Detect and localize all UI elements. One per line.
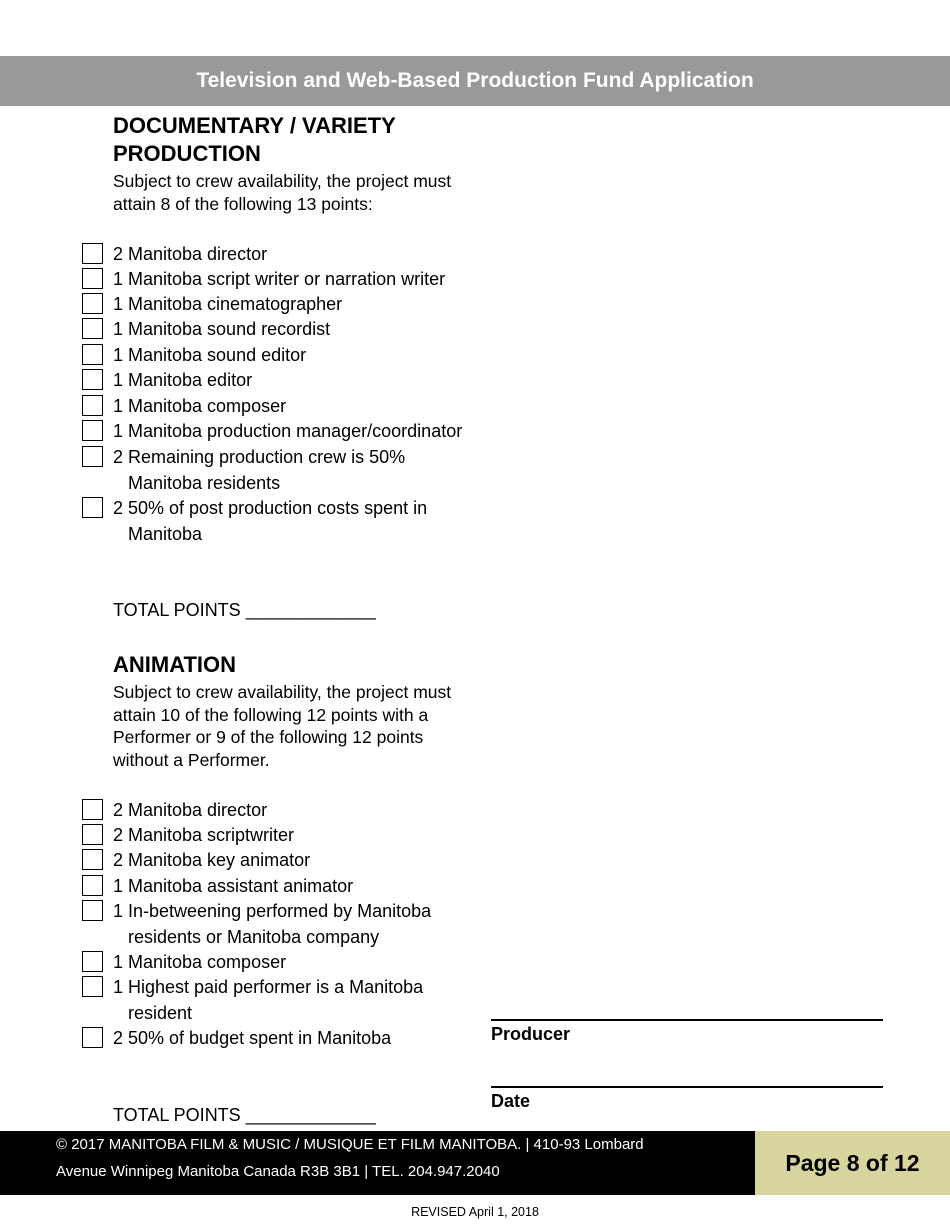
- date-signature-line[interactable]: [491, 1086, 883, 1088]
- checkbox[interactable]: [82, 849, 103, 870]
- checkbox[interactable]: [82, 875, 103, 896]
- animation-intro-line1: Subject to crew availability, the project must: [113, 682, 452, 702]
- checkbox[interactable]: [82, 268, 103, 289]
- item-label: Manitoba key animator: [128, 850, 311, 870]
- item-points: 1: [113, 396, 124, 416]
- documentary-intro-line1: Subject to crew availability, the project must: [113, 171, 452, 191]
- item-points: 1: [113, 269, 124, 289]
- checkbox[interactable]: [82, 395, 103, 416]
- item-label: Manitoba composer: [128, 396, 287, 416]
- checkbox[interactable]: [82, 369, 103, 390]
- page-number-box: [755, 1131, 950, 1195]
- item-label: Manitoba composer: [128, 952, 287, 972]
- item-points: 1: [113, 370, 124, 390]
- footer-bar: [0, 1131, 755, 1195]
- documentary-intro-line2: attain 8 of the following 13 points:: [113, 193, 373, 214]
- item-points: 2: [113, 850, 124, 870]
- checkbox[interactable]: [82, 420, 103, 441]
- item-points: 2: [113, 498, 124, 518]
- item-points: 1: [113, 876, 124, 896]
- item-points: 1: [113, 294, 124, 314]
- item-label: Manitoba director: [128, 244, 268, 264]
- item-label: Manitoba production manager/coordinator: [128, 421, 463, 441]
- item-label: Manitoba editor: [128, 370, 253, 390]
- item-label: 50% of post production costs spent in: [128, 498, 428, 518]
- footer-copyright-line: © 2017 MANITOBA FILM & MUSIC / MUSIQUE ET FILM MANITOBA. | 410-93 Lombard: [56, 1136, 644, 1153]
- checkbox[interactable]: [82, 824, 103, 845]
- item-points: 1: [113, 977, 124, 997]
- animation-section-title: ANIMATION: [113, 652, 237, 677]
- item-points: 2: [113, 800, 124, 820]
- item-label: Manitoba cinematographer: [128, 294, 343, 314]
- checkbox[interactable]: [82, 1027, 103, 1048]
- item-points: 2: [113, 825, 124, 845]
- checkbox[interactable]: [82, 951, 103, 972]
- documentary-title-line2: PRODUCTION: [113, 141, 261, 166]
- checkbox[interactable]: [82, 243, 103, 264]
- item-label-continued: Manitoba residents: [128, 472, 281, 493]
- item-label: 50% of budget spent in Manitoba: [128, 1028, 392, 1048]
- item-label-continued: Manitoba: [128, 523, 203, 544]
- item-points: 1: [113, 319, 124, 339]
- checkbox[interactable]: [82, 497, 103, 518]
- item-label: In-betweening performed by Manitoba: [128, 901, 432, 921]
- animation-intro-line2: attain 10 of the following 12 points with a: [113, 704, 429, 725]
- animation-intro: [113, 681, 476, 771]
- document-title: Television and Web-Based Production Fund Application: [196, 69, 754, 92]
- item-points: 1: [113, 345, 124, 365]
- documentary-section-title: [113, 112, 493, 168]
- checkbox[interactable]: [82, 900, 103, 921]
- documentary-intro: [113, 170, 476, 215]
- animation-intro-line3: Performer or 9 of the following 12 points: [113, 727, 424, 747]
- item-label-continued: resident: [128, 1002, 193, 1023]
- documentary-total-points: TOTAL POINTS _____________: [113, 600, 376, 620]
- item-label: Manitoba script writer or narration writer: [128, 269, 446, 289]
- item-label: Manitoba sound recordist: [128, 319, 331, 339]
- item-label-continued: residents or Manitoba company: [128, 926, 380, 947]
- item-points: 1: [113, 952, 124, 972]
- producer-label: Producer: [491, 1024, 571, 1044]
- item-label: Manitoba director: [128, 800, 268, 820]
- documentary-title-line1: DOCUMENTARY / VARIETY: [113, 113, 396, 138]
- checkbox[interactable]: [82, 293, 103, 314]
- producer-signature-line[interactable]: [491, 1019, 883, 1021]
- item-label: Manitoba sound editor: [128, 345, 307, 365]
- animation-total-points: TOTAL POINTS _____________: [113, 1105, 376, 1125]
- page-number: Page 8 of 12: [785, 1149, 920, 1176]
- footer-address-line: Avenue Winnipeg Manitoba Canada R3B 3B1 | TEL. 204.947.2040: [56, 1163, 500, 1180]
- checkbox[interactable]: [82, 344, 103, 365]
- item-points: 2: [113, 447, 124, 467]
- item-points: 2: [113, 1028, 124, 1048]
- checkbox[interactable]: [82, 446, 103, 467]
- revised-date: REVISED April 1, 2018: [411, 1205, 539, 1219]
- checkbox[interactable]: [82, 976, 103, 997]
- item-label: Highest paid performer is a Manitoba: [128, 977, 424, 997]
- item-points: 1: [113, 901, 124, 921]
- date-label: Date: [491, 1091, 531, 1111]
- item-points: 1: [113, 421, 124, 441]
- checkbox[interactable]: [82, 799, 103, 820]
- document-header-band: [0, 56, 950, 106]
- item-points: 2: [113, 244, 124, 264]
- item-label: Remaining production crew is 50%: [128, 447, 406, 467]
- checkbox[interactable]: [82, 318, 103, 339]
- item-label: Manitoba assistant animator: [128, 876, 354, 896]
- item-label: Manitoba scriptwriter: [128, 825, 295, 845]
- animation-intro-line4: without a Performer.: [113, 749, 270, 770]
